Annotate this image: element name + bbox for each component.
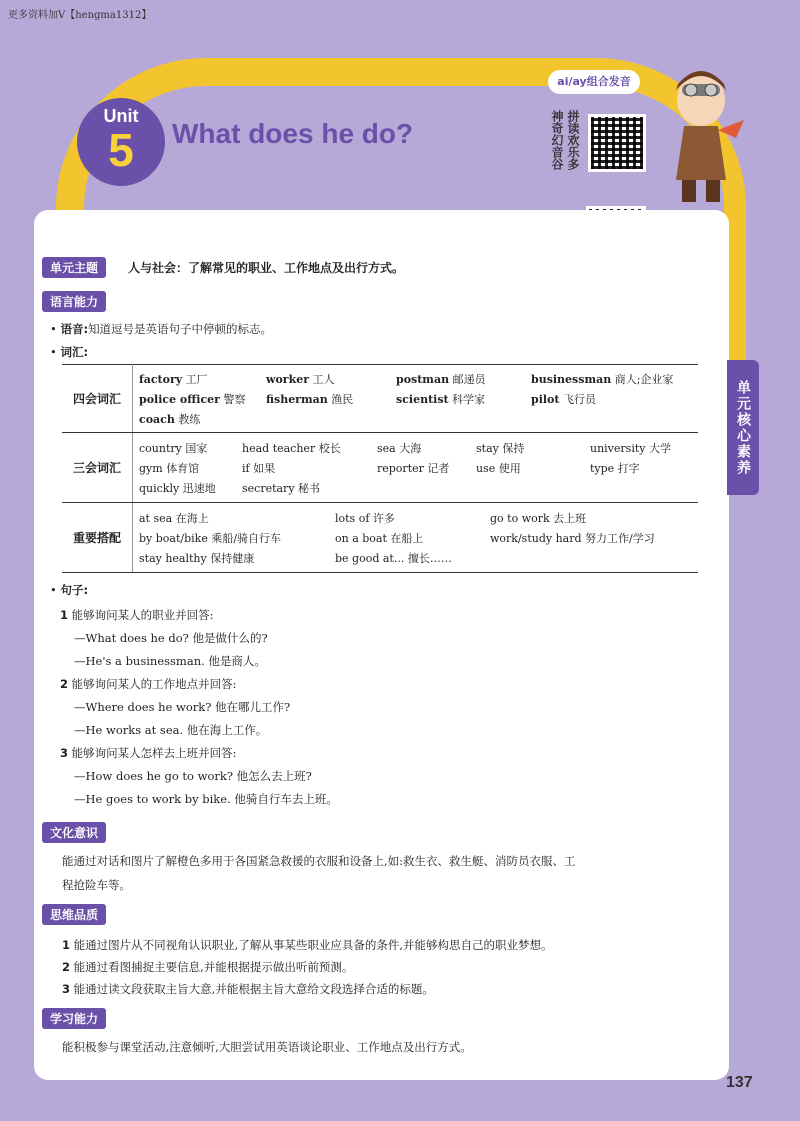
sentence-title: 能够询问某人怎样去上班并回答: bbox=[71, 746, 237, 760]
vocab-zh: 去上班 bbox=[553, 511, 587, 525]
vocab-entry bbox=[139, 391, 266, 407]
vocab-entry bbox=[139, 480, 242, 496]
sentence-list bbox=[60, 604, 338, 811]
pilot-character-icon bbox=[656, 60, 746, 205]
vocab-en: be good at... bbox=[335, 551, 405, 565]
vocab-entry bbox=[139, 411, 266, 427]
sentence-question: —Where does he work? 他在哪儿工作? bbox=[74, 700, 291, 714]
vocab-zh: 打字 bbox=[617, 461, 640, 475]
phonetics-text: 知道逗号是英语句子中停顿的标志。 bbox=[88, 322, 273, 336]
sentence-item bbox=[60, 604, 338, 673]
page-number: 137 bbox=[726, 1074, 753, 1091]
sentence-item bbox=[60, 742, 338, 811]
sentence-answer: —He works at sea. 他在海上工作。 bbox=[74, 723, 268, 737]
speech-bubble: ai/ay组合发音 bbox=[548, 70, 640, 94]
phonetics-line: • 语音:知道逗号是英语句子中停顿的标志。 bbox=[50, 322, 273, 336]
vocab-en: stay healthy bbox=[139, 551, 207, 565]
vocab-entry bbox=[139, 460, 242, 476]
vocab-zh: 大海 bbox=[399, 441, 422, 455]
vocab-zh: 科学家 bbox=[452, 392, 486, 406]
vocab-en: fisherman bbox=[266, 392, 328, 406]
vocab-entry bbox=[396, 371, 531, 387]
culture-line2: 程抢险车等。 bbox=[62, 878, 131, 892]
vocab-zh: 记者 bbox=[427, 461, 450, 475]
sentence-num: 1 bbox=[60, 608, 69, 622]
unit-title: What does he do? bbox=[172, 118, 414, 149]
thinking-item bbox=[62, 956, 552, 978]
vocab-zh: 工人 bbox=[312, 372, 335, 386]
thinking-item bbox=[62, 978, 552, 1000]
vocab-en: lots of bbox=[335, 511, 370, 525]
vocab-entry bbox=[266, 371, 396, 387]
vocab-zh: 使用 bbox=[498, 461, 521, 475]
four-words bbox=[139, 371, 692, 427]
thinking-tag: 思维品质 bbox=[42, 904, 106, 925]
thinking-text: 能通过看图捕捉主要信息,并能根据提示做出听前预测。 bbox=[73, 960, 354, 974]
vocab-entry bbox=[490, 510, 690, 526]
qr-code-phonics[interactable] bbox=[588, 114, 646, 172]
watermark: 更多资料加V【hengma1312】 bbox=[8, 10, 152, 21]
vocab-entry bbox=[377, 460, 476, 476]
vocab-zh: 许多 bbox=[372, 511, 395, 525]
vocab-en: sea bbox=[377, 441, 396, 455]
sentence-line: • 句子: bbox=[50, 583, 89, 597]
three-words bbox=[139, 440, 692, 496]
vocab-en: on a boat bbox=[335, 531, 387, 545]
thinking-text: 能通过图片从不同视角认识职业,了解从事某些职业应具备的条件,并能够构思自己的职业梦想。 bbox=[73, 938, 553, 952]
vocab-en: use bbox=[476, 461, 496, 475]
vocab-en: by boat/bike bbox=[139, 531, 208, 545]
vocab-en: work/study hard bbox=[490, 531, 582, 545]
vocab-entry bbox=[377, 440, 476, 456]
vocab-en: reporter bbox=[377, 461, 424, 475]
sentence-title: 能够询问某人的工作地点并回答: bbox=[71, 677, 237, 691]
vocab-en: go to work bbox=[490, 511, 550, 525]
vocab-zh: 乘船/骑自行车 bbox=[211, 531, 282, 545]
phrases bbox=[139, 510, 692, 566]
vocab-zh: 保持健康 bbox=[210, 551, 255, 565]
vocab-entry bbox=[266, 391, 396, 407]
theme-text: 人与社会：了解常见的职业、工作地点及出行方式。 bbox=[128, 261, 405, 275]
vocab-zh: 警察 bbox=[223, 392, 246, 406]
app-name-col2: 拼读欢乐多 bbox=[566, 110, 580, 170]
three-head: 三会词汇 bbox=[62, 433, 133, 503]
unit-number: 5 bbox=[108, 124, 134, 176]
vocab-en: type bbox=[590, 461, 615, 475]
sentence-question: —What does he do? 他是做什么的? bbox=[74, 631, 268, 645]
vocab-entry bbox=[590, 440, 690, 456]
vocab-entry bbox=[242, 440, 377, 456]
vocab-en: stay bbox=[476, 441, 499, 455]
vocab-entry bbox=[335, 530, 490, 546]
vocab-zh: 努力工作/学习 bbox=[585, 531, 655, 545]
vocab-zh: 体育馆 bbox=[166, 461, 200, 475]
unit-word: Unit bbox=[103, 106, 139, 126]
vocab-zh: 如果 bbox=[253, 461, 276, 475]
vocab-entry bbox=[139, 440, 242, 456]
vocab-en: country bbox=[139, 441, 182, 455]
vocab-zh: 教练 bbox=[178, 412, 201, 426]
vocab-zh: 飞行员 bbox=[562, 392, 596, 406]
vocab-zh: 擅长…… bbox=[407, 551, 452, 565]
vocab-en: at sea bbox=[139, 511, 173, 525]
thinking-item bbox=[62, 934, 552, 956]
vocab-zh: 大学 bbox=[648, 441, 671, 455]
vocab-entry bbox=[531, 391, 691, 407]
sentence-answer: —He goes to work by bike. 他骑自行车去上班。 bbox=[74, 792, 338, 806]
vocab-en: gym bbox=[139, 461, 163, 475]
vocab-en: if bbox=[242, 461, 250, 475]
vocab-entry bbox=[531, 371, 691, 387]
vocab-entry bbox=[139, 550, 335, 566]
vocab-en: university bbox=[590, 441, 646, 455]
culture-line1: 能通过对话和图片了解橙色多用于各国紧急救援的衣服和设备上,如:救生衣、救生艇、消防员衣服、工 bbox=[62, 854, 576, 868]
vocab-zh: 渔民 bbox=[331, 392, 354, 406]
learning-text: 能积极参与课堂活动,注意倾听,大胆尝试用英语谈论职业、工作地点及出行方式。 bbox=[62, 1040, 472, 1054]
sentence-item bbox=[60, 673, 338, 742]
learning-tag: 学习能力 bbox=[42, 1008, 106, 1029]
vocab-entry bbox=[139, 371, 266, 387]
thinking-list bbox=[62, 934, 552, 1000]
sentence-label: 句子: bbox=[60, 583, 89, 597]
sentence-question: —How does he go to work? 他怎么去上班? bbox=[74, 769, 312, 783]
thinking-text: 能通过读文段获取主旨大意,并能根据主旨大意给文段选择合适的标题。 bbox=[73, 982, 434, 996]
thinking-num: 3 bbox=[62, 982, 71, 996]
side-tab: 单元核心素养 bbox=[727, 360, 759, 495]
app-name-col1: 神奇幻音谷 bbox=[550, 110, 564, 170]
vocab-en: scientist bbox=[396, 392, 449, 406]
sentence-num: 2 bbox=[60, 677, 69, 691]
vocab-entry bbox=[242, 460, 377, 476]
sentence-num: 3 bbox=[60, 746, 69, 760]
vocab-entry bbox=[490, 530, 690, 546]
vocab-label: 词汇: bbox=[60, 345, 89, 359]
vocab-en: pilot bbox=[531, 392, 560, 406]
vocab-zh: 秘书 bbox=[298, 481, 321, 495]
vocab-zh: 邮递员 bbox=[452, 372, 486, 386]
vocab-entry bbox=[242, 480, 377, 496]
culture-tag: 文化意识 bbox=[42, 822, 106, 843]
vocab-zh: 迅速地 bbox=[182, 481, 216, 495]
four-head: 四会词汇 bbox=[62, 365, 133, 433]
vocab-en: businessman bbox=[531, 372, 612, 386]
vocab-entry bbox=[139, 510, 335, 526]
vocab-zh: 商人;企业家 bbox=[614, 372, 674, 386]
vocab-zh: 在海上 bbox=[175, 511, 209, 525]
thinking-num: 1 bbox=[62, 938, 71, 952]
phonetics-label: 语音: bbox=[60, 322, 89, 336]
vocab-zh: 在船上 bbox=[390, 531, 424, 545]
vocab-en: police officer bbox=[139, 392, 220, 406]
vocab-en: quickly bbox=[139, 481, 180, 495]
vocab-en: worker bbox=[266, 372, 310, 386]
thinking-num: 2 bbox=[62, 960, 71, 974]
unit-badge bbox=[77, 98, 165, 186]
vocab-en: postman bbox=[396, 372, 450, 386]
vocab-entry bbox=[139, 530, 335, 546]
theme-tag: 单元主题 bbox=[42, 257, 106, 278]
sentence-title: 能够询问某人的职业并回答: bbox=[71, 608, 214, 622]
phrase-head: 重要搭配 bbox=[62, 503, 133, 573]
vocab-en: factory bbox=[139, 372, 183, 386]
vocab-entry bbox=[335, 510, 490, 526]
vocab-zh: 工厂 bbox=[185, 372, 208, 386]
language-tag: 语言能力 bbox=[42, 291, 106, 312]
vocab-entry bbox=[590, 460, 690, 476]
vocab-entry bbox=[335, 550, 490, 566]
vocab-entry bbox=[476, 440, 590, 456]
vocab-en: secretary bbox=[242, 481, 295, 495]
sentence-answer: —He's a businessman. 他是商人。 bbox=[74, 654, 266, 668]
vocab-zh: 校长 bbox=[318, 441, 341, 455]
vocab-en: coach bbox=[139, 412, 175, 426]
vocab-en: head teacher bbox=[242, 441, 316, 455]
vocab-entry bbox=[396, 391, 531, 407]
vocab-table bbox=[62, 364, 698, 573]
vocab-zh: 国家 bbox=[185, 441, 208, 455]
vocab-line: • 词汇: bbox=[50, 345, 89, 359]
vocab-zh: 保持 bbox=[502, 441, 525, 455]
vocab-entry bbox=[476, 460, 590, 476]
